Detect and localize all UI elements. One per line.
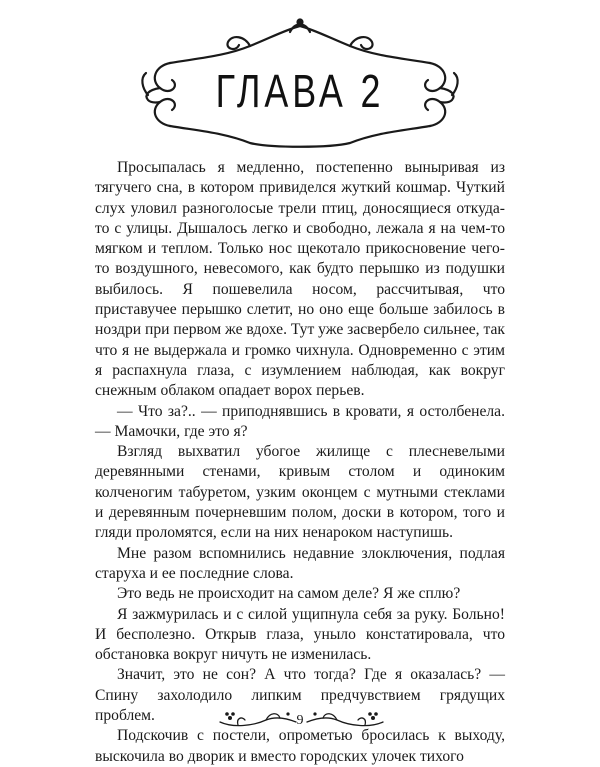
- paragraph: Это ведь не происходит на самом деле? Я же сплю?: [117, 585, 461, 603]
- page-footer: [0, 708, 600, 738]
- chapter-title: ГЛАВА 2: [215, 65, 385, 117]
- paragraph: Взгляд выхватил убогое жилище с плесневелыми деревянными стенами, кривым столом и одиноким колченогим табуретом, узким оконцем с мутными стеклами и деревянным почерневшим полом, доски в котором, того и гляди проломятся, если на них ненароком наступишь.: [95, 443, 505, 542]
- paragraph: — Что за?.. — приподнявшись в кровати, я остолбенела. — Мамочки, где это я?: [95, 402, 505, 440]
- paragraph: Подскочив с постели, опрометью бросилась к выходу, выскочила во дворик и вместо городских улочек тихого: [95, 727, 505, 765]
- paragraph: Значит, это не сон? А что тогда? Где я оказалась? — Спину захолодило липким предчувствием грядущих проблем.: [95, 666, 505, 725]
- chapter-heading: [140, 18, 460, 148]
- chapter-body-text: [95, 158, 505, 767]
- paragraph: Я зажмурилась и с силой ущипнула себя за руку. Больно! И бесполезно. Открыв глаза, уныло констатировала, что обстановка вокруг ничуть не изменилась.: [95, 605, 505, 664]
- paragraph: Просыпалась я медленно, постепенно выныривая из тягучего сна, в котором привиделся жуткий кошмар. Чуткий слух уловил разноголосые трели птиц, доносящиеся откуда-то с улицы. Дышалось легко и свободно, лежала я на чем-то мягком и теплом. Только нос щекотало прикосновение чего-то воздушного, невесомого, как будто перышко из подушки выбилось. Я пошевелила носом, рассчитывая, что приставучее перышко слетит, но оно еще больше забилось в ноздри при первом же вдохе. Тут уже засвербело сильнее, так что я не выдержала и громко чихнула. Одновременно с этим я распахнула глаза, с изумлением наблюдая, как вокруг снежным облаком опадает ворох перьев.: [95, 159, 505, 400]
- floral-ornament-right-icon: [305, 708, 385, 732]
- paragraph: Мне разом вспомнились недавние злоключения, подлая старуха и ее последние слова.: [95, 544, 505, 582]
- page-number: 9: [296, 713, 304, 728]
